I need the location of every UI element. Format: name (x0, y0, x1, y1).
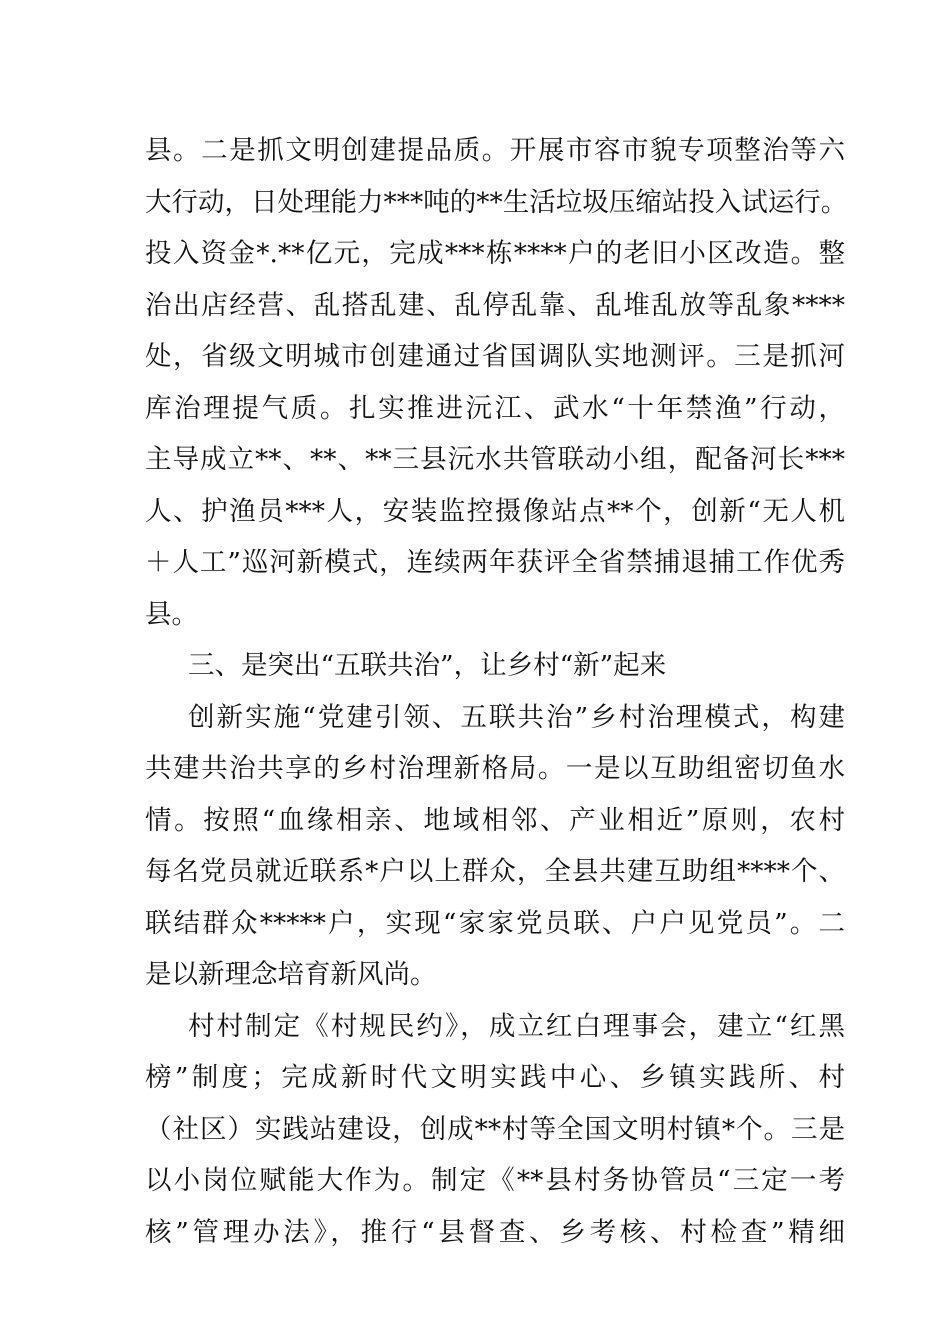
text-line: 库治理提气质。扎实推进沅江、武水“十年禁渔”行动， (145, 393, 845, 424)
text-line: 大行动，日处理能力***吨的**生活垃圾压缩站投入试运行。 (145, 187, 848, 218)
text-line: 村村制定《村规民约》，成立红白理事会，建立“红黑 (188, 1011, 845, 1042)
text-line: 联结群众*****户，实现“家家党员联、户户见党员”。二 (145, 908, 845, 939)
text-line: 人、护渔员***人，安装监控摄像站点**个，创新“无人机 (145, 496, 845, 527)
text-line: 主导成立**、**、**三县沅水共管联动小组，配备河长*** (145, 444, 845, 475)
text-line: 治出店经营、乱搭乱建、乱停乱靠、乱堆乱放等乱象**** (145, 290, 845, 321)
text-line: 以小岗位赋能大作为。制定《**县村务协管员“三定一考 (145, 1165, 845, 1196)
text-line: ＋人工”巡河新模式，连续两年获评全省禁捕退捕工作优秀 (145, 547, 845, 578)
text-line: 是以新理念培育新风尚。 (145, 959, 437, 990)
text-line: 创新实施“党建引领、五联共治”乡村治理模式，构建 (188, 702, 845, 733)
text-line: 共建共治共享的乡村治理新格局。一是以互助组密切鱼水 (145, 753, 845, 784)
text-line: 榜”制度；完成新时代文明实践中心、乡镇实践所、村 (145, 1062, 845, 1093)
text-line: 每名党员就近联系*户以上群众，全县共建互助组****个、 (145, 856, 845, 887)
text-line: 处，省级文明城市创建通过省国调队实地测评。三是抓河 (145, 341, 845, 372)
text-line: 县。二是抓文明创建提品质。开展市容市貌专项整治等六 (145, 135, 845, 166)
text-line: 县。 (145, 599, 198, 630)
section-heading: 三、是突出“五联共治”，让乡村“新”起来 (188, 650, 667, 681)
text-line: 情。按照“血缘相亲、地域相邻、产业相近”原则，农村 (145, 805, 845, 836)
text-line: （社区）实践站建设，创成**村等全国文明村镇*个。三是 (145, 1114, 845, 1145)
text-line: 投入资金*.**亿元，完成***栋****户的老旧小区改造。整 (145, 238, 845, 269)
text-line: 核”管理办法》，推行“县督查、乡考核、村检查”精细 (145, 1217, 845, 1248)
